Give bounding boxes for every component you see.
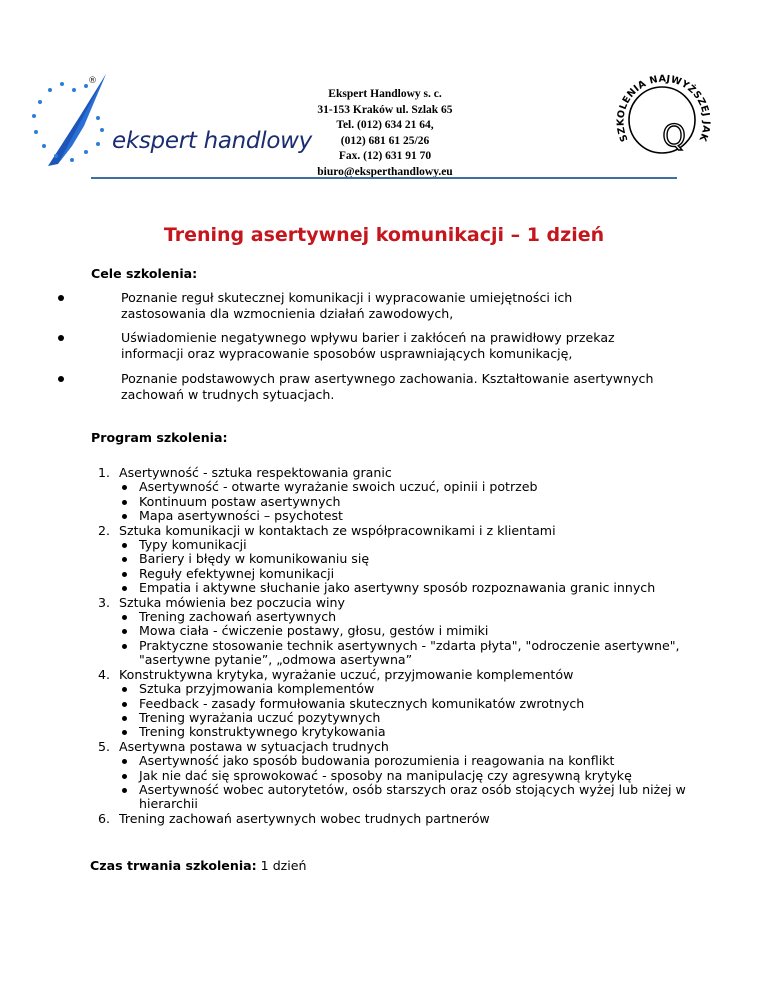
program-item-title: Asertywna postawa w sytuacjach trudnych: [119, 738, 389, 754]
bullet-icon: [58, 295, 64, 301]
program-sublist: [119, 682, 718, 740]
program-subitem-text: Bariery i błędy w komunikowaniu się: [139, 551, 370, 567]
seal-letter: Q: [662, 119, 686, 154]
duration-label: Czas trwania szkolenia:: [90, 858, 257, 873]
program-subitem: [119, 682, 718, 696]
program-subitem-text: Asertywność wobec autorytetów, osób starszych oraz osób stojących wyżej lub niżej w hierarchii: [139, 781, 686, 812]
duration-value: 1 dzień: [256, 858, 307, 873]
program-item: [98, 466, 718, 524]
goal-line: Poznanie podstawowych praw asertywnego zachowania. Kształtowanie asertywnych: [121, 371, 654, 386]
goal-line: Uświadomienie negatywnego wpływu barier i zakłóceń na prawidłowy przekaz: [121, 330, 615, 345]
header-divider: [91, 177, 677, 179]
program-item-title: Trening zachowań asertywnych wobec trudnych partnerów: [119, 810, 490, 826]
program-subitem-text: Kontinuum postaw asertywnych: [139, 493, 341, 509]
quality-seal-icon: [606, 62, 718, 174]
program-subitem: [119, 567, 718, 581]
program-item-number: 1.: [98, 465, 111, 480]
program-subitem-text: Trening wyrażania uczuć pozytywnych: [139, 709, 381, 725]
program-subitem-text: Reguły efektywnej komunikacji: [139, 565, 335, 581]
program-subitem: [119, 769, 718, 783]
seal-ring-text: SZKOLENIA NAJWYŻSZEJ JAK: [615, 73, 712, 144]
program-subitem: [119, 581, 718, 595]
bullet-icon: [122, 730, 127, 735]
program-subitem-text: Trening konstruktywnego krytykowania: [139, 724, 386, 740]
program-subitem: [119, 610, 718, 624]
bullet-icon: [122, 500, 127, 505]
program-subitem: [119, 509, 718, 523]
program-item-title: Sztuka komunikacji w kontaktach ze współpracownikami i z klientami: [119, 522, 556, 538]
program-sublist: [119, 480, 718, 523]
program-subitem-text: Sztuka przyjmowania komplementów: [139, 681, 375, 697]
bullet-icon: [122, 615, 127, 620]
program-item: [98, 524, 718, 596]
program-item: [98, 812, 718, 826]
company-name: Ekspert Handlowy s. c.: [328, 88, 442, 100]
page-title: Trening asertywnej komunikacji – 1 dzień: [163, 224, 605, 246]
bullet-icon: [122, 629, 127, 634]
program-item-number: 6.: [98, 810, 111, 826]
program-subitem: [119, 495, 718, 509]
program-heading: Program szkolenia:: [91, 430, 228, 445]
program-item-title: Sztuka mówienia bez poczucia winy: [119, 594, 345, 610]
goals-heading: Cele szkolenia:: [91, 266, 198, 281]
program-subitem-text: Praktyczne stosowanie technik asertywnych - "zdarta płyta", "odroczenie asertywne", "asertywne pytanie”, „odmowa asertywna”: [139, 637, 680, 668]
logo-brand-text: ekspert handlowy: [112, 128, 312, 154]
program-subitem-text: Asertywność jako sposób budowania porozumienia i reagowania na konflikt: [139, 753, 615, 769]
bullet-icon: [58, 376, 64, 382]
program-subitem-text: Typy komunikacji: [139, 537, 247, 553]
email-address[interactable]: biuro@eksperthandlowy.eu: [317, 165, 453, 178]
registered-mark: ®: [88, 76, 97, 86]
program-sublist: [119, 754, 718, 812]
bullet-icon: [58, 335, 64, 341]
program-item-number: 3.: [98, 594, 111, 610]
goal-line: informacji oraz wypracowanie sposobów usprawniających komunikację,: [121, 346, 573, 361]
goal-item: [58, 371, 698, 403]
program-subitem: [119, 783, 718, 812]
bullet-icon: [122, 572, 127, 577]
bullet-icon: [122, 557, 127, 562]
program-subitem-text: Trening zachowań asertywnych: [139, 609, 337, 625]
phone-number-2: (012) 681 61 25/26: [340, 134, 430, 147]
program-sublist: [119, 610, 718, 668]
program-item-number: 2.: [98, 522, 111, 538]
bullet-icon: [122, 788, 127, 793]
bullet-icon: [122, 687, 127, 692]
bullet-icon: [122, 514, 127, 519]
bullet-icon: [122, 644, 127, 649]
fax-number: Fax. (12) 631 91 70: [338, 150, 432, 162]
bullet-icon: [122, 702, 127, 707]
program-subitem: [119, 538, 718, 552]
goal-line: Poznanie reguł skutecznej komunikacji i wypracowanie umiejętności ich: [121, 290, 573, 305]
program-item: [98, 668, 718, 740]
bullet-icon: [122, 485, 127, 490]
program-subitem: [119, 697, 718, 711]
program-subitem: [119, 624, 718, 638]
quality-seal: [606, 62, 718, 174]
program-item-title: Konstruktywna krytyka, wyrażanie uczuć, przyjmowanie komplementów: [119, 666, 574, 682]
program-subitem: [119, 639, 718, 668]
program-subitem-text: Feedback - zasady formułowania skutecznych komunikatów zwrotnych: [139, 695, 585, 711]
phone-number: Tel. (012) 634 21 64,: [336, 119, 434, 131]
svg-text:SZKOLENIA NAJWYŻSZEJ JAKOŚCI: [606, 62, 712, 143]
bullet-icon: [122, 716, 127, 721]
program-list: [98, 466, 718, 826]
program-subitem: [119, 725, 718, 739]
program-item: [98, 740, 718, 812]
program-item-title: Asertywność - sztuka respektowania granic: [119, 465, 392, 480]
program-subitem: [119, 480, 718, 494]
bullet-icon: [122, 586, 127, 591]
goal-item: [58, 330, 698, 362]
company-address: 31-153 Kraków ul. Szlak 65: [317, 103, 453, 116]
program-item: [98, 596, 718, 668]
program-subitem: [119, 711, 718, 725]
program-item-number: 4.: [98, 666, 111, 682]
program-subitem-text: Asertywność - otwarte wyrażanie swoich uczuć, opinii i potrzeb: [139, 479, 538, 495]
program-subitem-text: Mowa ciała - ćwiczenie postawy, głosu, gestów i mimiki: [139, 623, 489, 639]
program-item-number: 5.: [98, 738, 111, 754]
program-subitem: [119, 754, 718, 768]
program-sublist: [119, 538, 718, 596]
bullet-icon: [122, 759, 127, 764]
contact-block: [300, 87, 470, 180]
goal-item: [58, 290, 698, 322]
bullet-icon: [122, 543, 127, 548]
program-subitem-text: Jak nie dać się sprowokować - sposoby na manipulację czy agresywną krytykę: [139, 767, 632, 783]
duration-line: [90, 858, 307, 874]
program-subitem: [119, 552, 718, 566]
program-subitem-text: Mapa asertywności – psychotest: [139, 508, 343, 524]
bullet-icon: [122, 774, 127, 779]
goal-line: zastosowania dla wzmocnienia działań zawodowych,: [121, 306, 454, 321]
letterhead: [0, 0, 768, 180]
goal-line: zachowań w trudnych sytuacjach.: [121, 387, 335, 402]
program-subitem-text: Empatia i aktywne słuchanie jako asertywny sposób rozpoznawania granic innych: [139, 580, 656, 596]
